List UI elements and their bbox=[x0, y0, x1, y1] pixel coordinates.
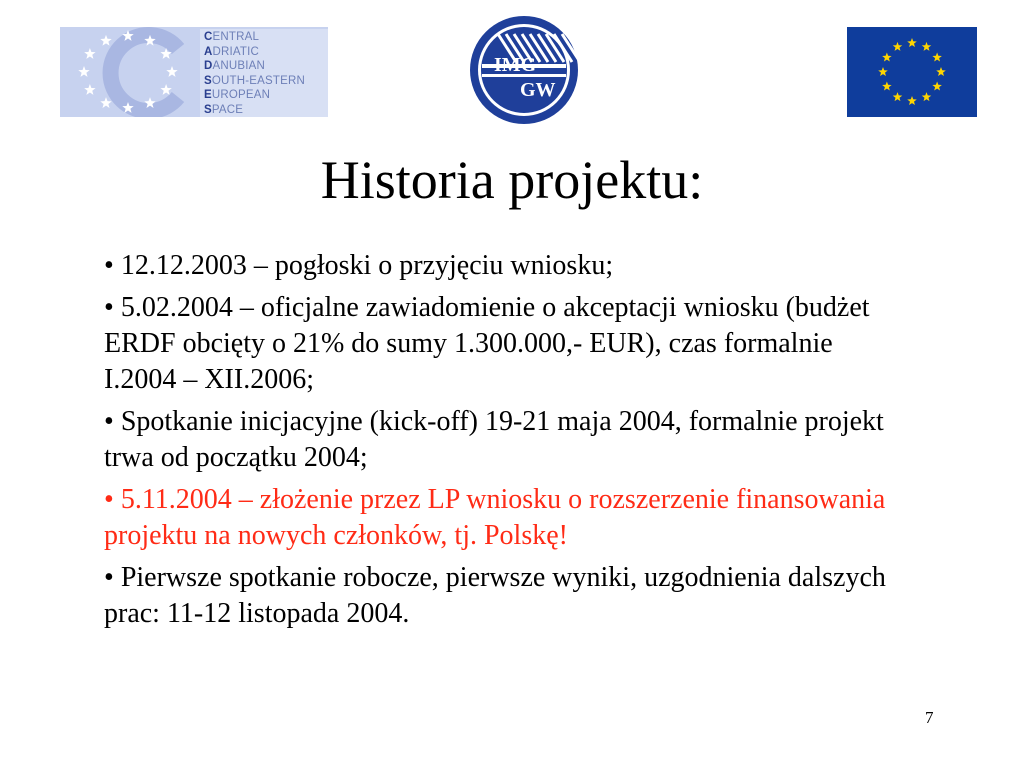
imgw-bottom-text: GW bbox=[520, 79, 556, 101]
bullet-text: 5.11.2004 – złożenie przez LP wniosku o rozszerzenie finansowania projektu na nowych członków, tj. Polskę! bbox=[104, 484, 886, 551]
bullet-marker: • bbox=[104, 562, 114, 593]
cadses-initial: S bbox=[204, 103, 212, 116]
bullet-item bbox=[104, 404, 904, 476]
cadses-initial: A bbox=[204, 45, 213, 58]
cadses-rest: DRIATIC bbox=[212, 45, 260, 58]
cadses-initial: C bbox=[204, 31, 213, 43]
cadses-word bbox=[204, 103, 243, 117]
cadses-rest: PACE bbox=[211, 103, 244, 116]
cadses-wordmark bbox=[200, 29, 328, 117]
bullet-marker: • bbox=[104, 484, 114, 515]
bullet-text: Spotkanie inicjacyjne (kick-off) 19-21 maja 2004, formalnie projekt trwa od początku 2004; bbox=[104, 406, 884, 473]
bullet-item bbox=[104, 290, 904, 398]
page-number: 7 bbox=[925, 708, 934, 727]
cadses-initial: S bbox=[204, 74, 212, 87]
eu-flag-icon bbox=[847, 27, 977, 117]
cadses-rest: ANUBIAN bbox=[212, 60, 266, 72]
bullet-text: 5.02.2004 – oficjalne zawiadomienie o akceptacji wniosku (budżet ERDF obcięty o 21% do sumy 1.300.000,- EUR), czas formalnie I.2004 – XII.2006; bbox=[104, 292, 870, 395]
bullet-item bbox=[104, 248, 904, 284]
cadses-initial: D bbox=[204, 60, 213, 72]
bullet-item bbox=[104, 560, 904, 632]
imgw-logo bbox=[468, 14, 580, 126]
imgw-top-text: IMG bbox=[494, 54, 537, 76]
cadses-rest: OUTH-EASTERN bbox=[211, 74, 306, 87]
bullet-marker: • bbox=[104, 292, 114, 323]
cadses-initial: E bbox=[204, 89, 212, 101]
bullet-text: Pierwsze spotkanie robocze, pierwsze wyniki, uzgodnienia dalszych prac: 11-12 listopada 2004. bbox=[104, 562, 886, 629]
cadses-word bbox=[204, 59, 265, 73]
cadses-rest: ENTRAL bbox=[212, 31, 260, 43]
bullet-marker: • bbox=[104, 250, 114, 281]
cadses-word bbox=[204, 74, 305, 88]
cadses-word bbox=[204, 30, 259, 44]
cadses-word bbox=[204, 88, 270, 102]
slide-title: Historia projektu: bbox=[320, 150, 704, 210]
cadses-word bbox=[204, 45, 259, 59]
cadses-rest: UROPEAN bbox=[211, 89, 271, 101]
bullet-text: 12.12.2003 – pogłoski o przyjęciu wniosku; bbox=[120, 250, 614, 281]
bullet-item bbox=[104, 482, 904, 554]
bullet-list bbox=[104, 248, 904, 638]
bullet-marker: • bbox=[104, 406, 114, 437]
cadses-logo bbox=[60, 27, 328, 117]
cadses-emblem-icon bbox=[60, 27, 200, 117]
